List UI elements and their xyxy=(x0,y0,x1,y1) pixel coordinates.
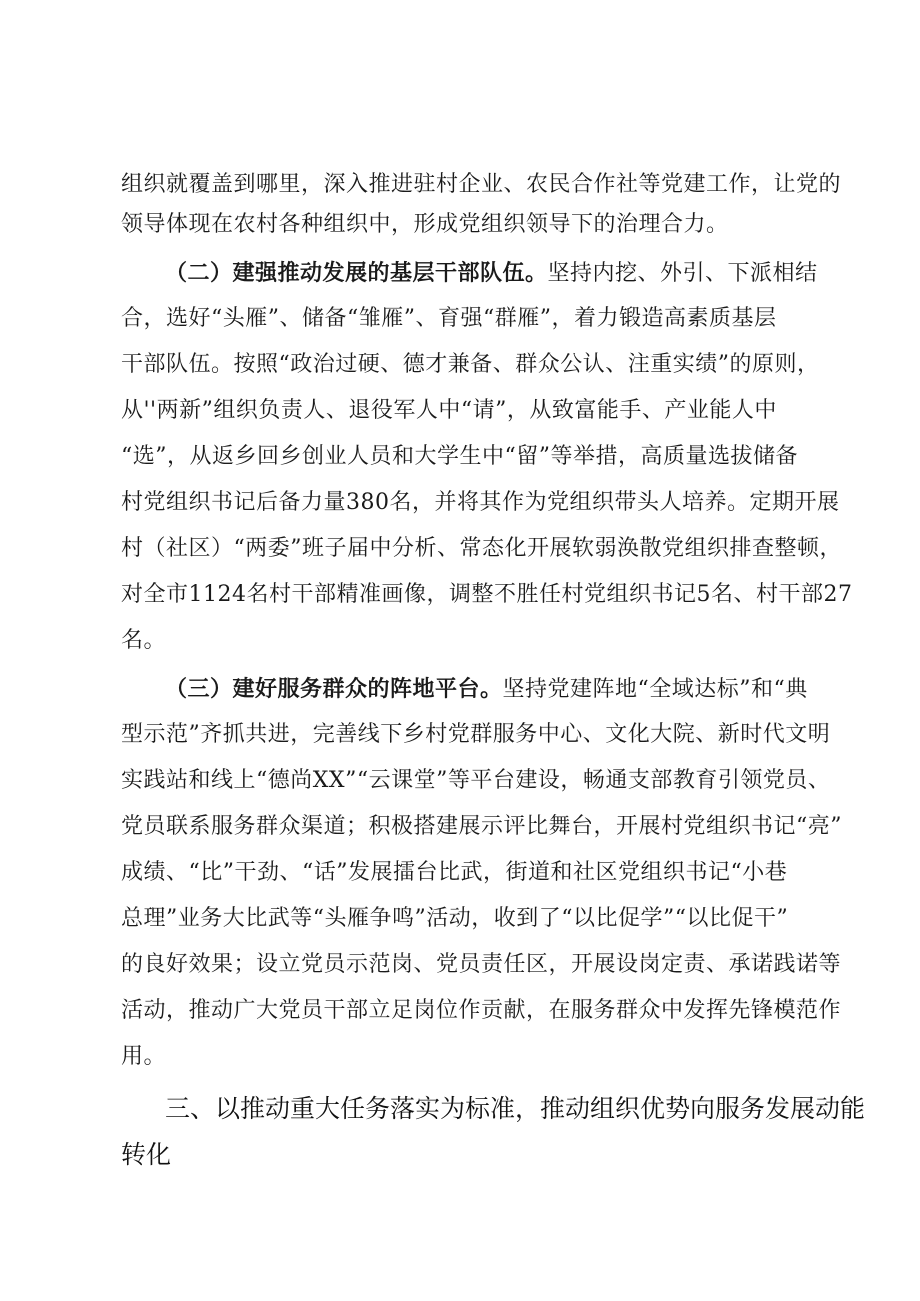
paragraph-line: 组织就覆盖到哪里，深入推进驻村企业、农民合作社等党建工作，让党的 xyxy=(121,172,842,197)
subsection-heading: （三）建好服务群众的阵地平台。 xyxy=(165,676,503,702)
paragraph-line: 合，选好“头雁”、储备“雏雁”、育强“群雁”，着力锻造高素质基层 xyxy=(121,306,777,331)
paragraph-line: 型示范”齐抓共进，完善线下乡村党群服务中心、文化大院、新时代文明 xyxy=(121,722,831,747)
subsection-heading: （二）建强推动发展的基层干部队伍。 xyxy=(165,260,548,286)
paragraph-first-line xyxy=(165,260,818,287)
paragraph-line: 村（社区）“两委”班子届中分析、常态化开展软弱涣散党组织排查整顿， xyxy=(121,536,842,561)
paragraph-line: 干部队伍。按照“政治过硬、德才兼备、群众公认、注重实绩”的原则， xyxy=(121,352,820,377)
paragraph-line: 成绩、“比”干劲、“话”发展擂台比武，街道和社区党组织书记“小巷 xyxy=(121,860,788,885)
section-heading: 三、以推动重大任务落实为标准，推动组织优势向服务发展动能 xyxy=(165,1094,866,1123)
paragraph-line: 村党组织书记后备力量380名，并将其作为党组织带头人培养。定期开展 xyxy=(121,490,840,515)
paragraph-line: 从''两新”组织负责人、退役军人中“请”，从致富能手、产业能人中 xyxy=(121,398,777,423)
paragraph-line: 党员联系服务群众渠道；积极搭建展示评比舞台，开展村党组织书记“亮” xyxy=(121,814,842,839)
paragraph-line: 领导体现在农村各种组织中，形成党组织领导下的治理合力。 xyxy=(121,212,729,237)
paragraph-text: 坚持内挖、外引、下派相结 xyxy=(547,261,818,286)
paragraph-line: 总理”业务大比武等“头雁争鸣”活动，收到了“以比促学”“以比促干” xyxy=(121,906,789,931)
paragraph-line: “选”，从返乡回乡创业人员和大学生中“留”等举措，高质量选拔储备 xyxy=(121,444,798,469)
paragraph-first-line xyxy=(165,676,808,703)
paragraph-line: 名。 xyxy=(121,628,167,653)
paragraph-line: 活动，推动广大党员干部立足岗位作贡献，在服务群众中发挥先锋模范作 xyxy=(121,998,842,1023)
paragraph-line: 的良好效果；设立党员示范岗、党员责任区，开展设岗定责、承诺践诺等 xyxy=(121,952,842,977)
paragraph-text: 坚持党建阵地“全域达标”和“典 xyxy=(502,677,808,702)
paragraph-line: 实践站和线上“德尚XX”“云课堂”等平台建设，畅通支部教育引领党员、 xyxy=(121,768,831,793)
paragraph-line: 用。 xyxy=(121,1044,167,1069)
paragraph-line: 对全市1124名村干部精准画像，调整不胜任村党组织书记5名、村干部27 xyxy=(121,582,853,607)
section-heading: 转化 xyxy=(121,1140,172,1169)
